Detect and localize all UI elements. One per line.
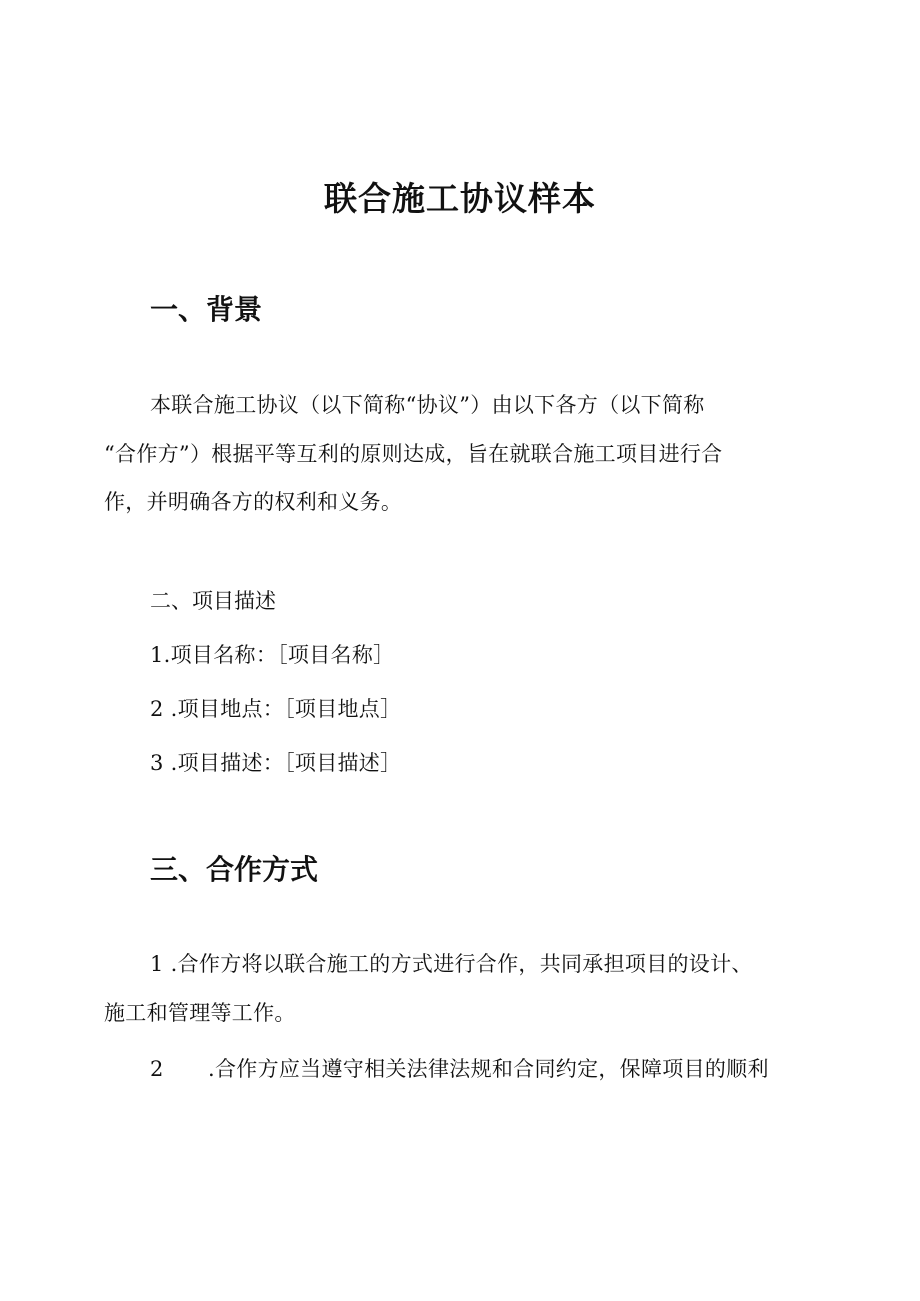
section-heading-cooperation: 三、合作方式 <box>150 853 319 886</box>
cooperation-item-2-text: .合作方应当遵守相关法律法规和合同约定，保障项目的顺利 <box>208 1057 769 1081</box>
section-heading-project-description: 二、项目描述 <box>150 589 276 613</box>
cooperation-item-1-line-2: 施工和管理等工作。 <box>104 1001 296 1025</box>
document-title: 联合施工协议样本 <box>324 179 596 218</box>
background-paragraph-line-3: 作，并明确各方的权利和义务。 <box>104 490 403 514</box>
background-paragraph-line-1: 本联合施工协议（以下简称“协议”）由以下各方（以下简称 <box>150 393 705 417</box>
cooperation-item-2-number: 2 <box>150 1057 164 1081</box>
project-item-name: 1.项目名称：［项目名称］ <box>150 643 395 667</box>
cooperation-item-1-line-1: 1 .合作方将以联合施工的方式进行合作，共同承担项目的设计、 <box>150 952 753 976</box>
background-paragraph-line-2: “合作方”）根据平等互利的原则达成，旨在就联合施工项目进行合 <box>104 442 723 466</box>
project-item-location: 2 .项目地点：［项目地点］ <box>150 697 402 721</box>
section-heading-background: 一、背景 <box>150 293 263 326</box>
project-item-description: 3 .项目描述：［项目描述］ <box>150 751 402 775</box>
